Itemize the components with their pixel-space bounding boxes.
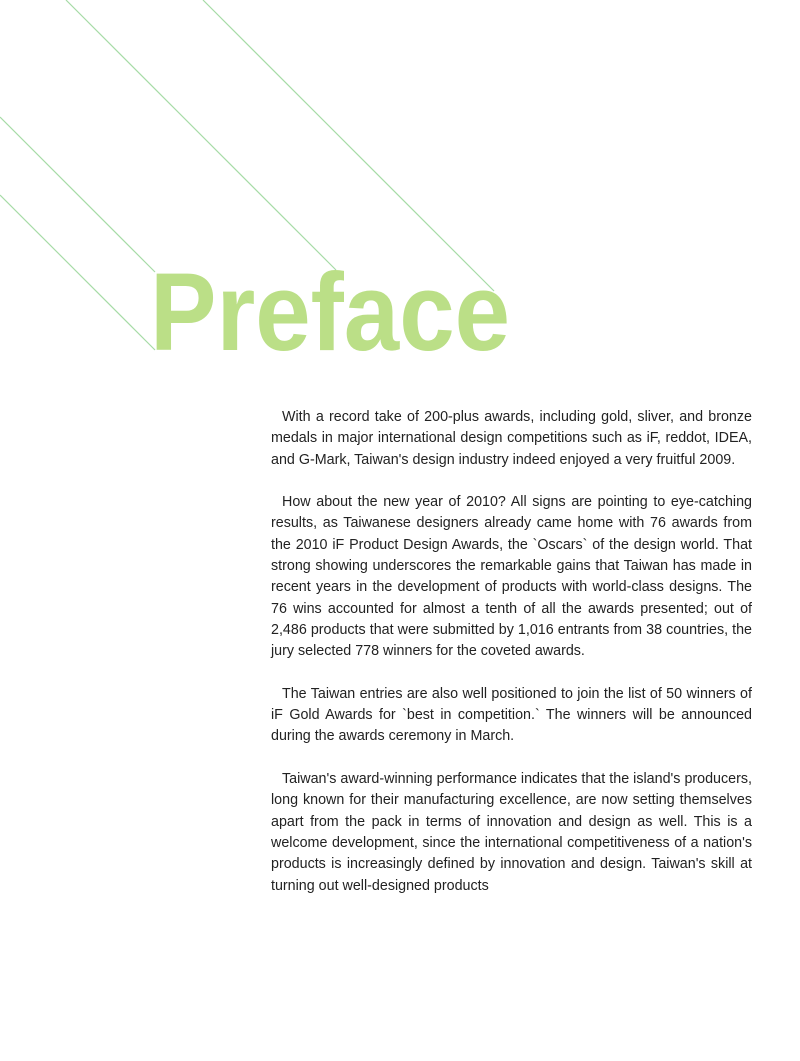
diagonal-line — [0, 195, 155, 350]
paragraph: The Taiwan entries are also well positioned to join the list of 50 winners of iF Gold Awards for `best in competition.` The winners will be announced during the awards ceremony in March. — [271, 685, 752, 745]
paragraph: Taiwan's award-winning performance indicates that the island's producers, long known for their manufacturing excellence, are now setting themselves apart from the pack in terms of innovation and design as well. This is a welcome development, since the international competitiveness of a nation's products is increasingly defined by innovation and design. Taiwan's skill at turning out well-designed products — [271, 771, 752, 894]
paragraph: With a record take of 200-plus awards, including gold, sliver, and bronze medals in major international design competitions such as iF, reddot, IDEA, and G-Mark, Taiwan's design industry indeed enjoyed a very fruitful 2009. — [271, 409, 752, 468]
page-title — [150, 251, 530, 374]
diagonal-line — [203, 0, 494, 291]
diagonal-line — [0, 117, 155, 272]
diagonal-line — [66, 0, 336, 270]
paragraph: How about the new year of 2010? All signs are pointing to eye-catching results, as Taiwanese designers already came home with 76 awards from the 2010 iF Product Design Awards, the `Oscars` of the design world. That strong showing underscores the remarkable gains that Taiwan has made in recent years in the development of products with world-class designs. The 76 wins accounted for almost a tenth of all the awards presented; out of 2,486 products that were submitted by 1,016 entrants from 38 countries, the jury selected 778 winners for the coveted awards. — [271, 494, 752, 660]
preface-body — [271, 407, 752, 897]
page-title-text: Preface — [150, 251, 510, 374]
